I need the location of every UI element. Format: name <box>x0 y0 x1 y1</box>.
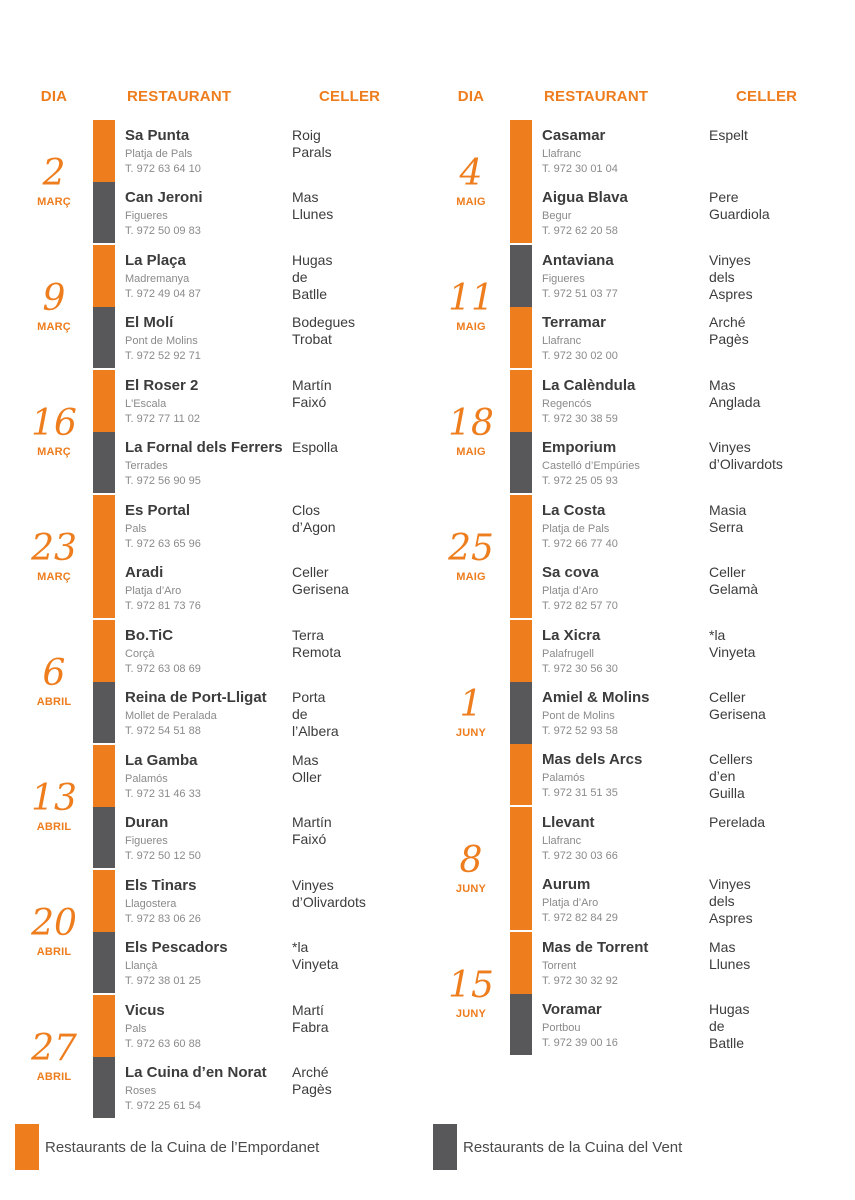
header-restaurant: RESTAURANT <box>127 88 232 105</box>
restaurant-town: Madremanya <box>125 273 190 285</box>
cuina-empordanet-bar <box>93 620 115 683</box>
restaurant-name: Can Jeroni <box>125 189 203 206</box>
restaurant-town: Llagostera <box>125 898 177 910</box>
restaurant-name: Mas de Torrent <box>542 939 649 956</box>
date-block <box>432 495 510 618</box>
restaurant-phone: T. 972 30 03 66 <box>542 850 618 862</box>
celler-name: Espelt <box>709 127 748 143</box>
cuina-vent-bar <box>510 245 532 308</box>
month-label: ABRIL <box>36 1070 72 1083</box>
legend-swatch-gray <box>433 1124 457 1170</box>
day-number: 16 <box>31 402 77 444</box>
date-block <box>432 620 510 805</box>
celler-name: Martín Faixó <box>292 814 332 847</box>
restaurant-name: Bo.TiC <box>125 627 174 644</box>
restaurant-phone: T. 972 52 93 58 <box>542 725 618 737</box>
celler-name: Masia Serra <box>709 502 747 535</box>
day-number: 25 <box>448 527 494 569</box>
restaurant-town: Platja d’Aro <box>542 897 599 909</box>
day-number: 27 <box>31 1027 77 1069</box>
month-label: MARÇ <box>37 445 71 458</box>
restaurant-phone: T. 972 31 51 35 <box>542 787 618 799</box>
restaurant-name: La Cuina d’en Norat <box>125 1064 267 1081</box>
cuina-vent-bar <box>93 682 115 743</box>
restaurant-name: La Gamba <box>125 752 198 769</box>
restaurant-phone: T. 972 39 00 16 <box>542 1037 618 1049</box>
restaurant-phone: T. 972 31 46 33 <box>125 788 201 800</box>
cuina-empordanet-bar <box>93 120 115 183</box>
restaurant-phone: T. 972 50 09 83 <box>125 225 201 237</box>
month-label: MARÇ <box>37 570 71 583</box>
restaurant-phone: T. 972 56 90 95 <box>125 475 201 487</box>
cuina-empordanet-bar <box>510 495 532 558</box>
restaurant-name: Sa cova <box>542 564 599 581</box>
restaurant-phone: T. 972 51 03 77 <box>542 288 618 300</box>
month-label: MAIG <box>456 445 486 458</box>
day-number: 8 <box>459 839 483 881</box>
restaurant-phone: T. 972 81 73 76 <box>125 600 201 612</box>
restaurant-town: Corçà <box>125 648 155 660</box>
restaurant-town: Figueres <box>125 835 168 847</box>
celler-name: Mas Oller <box>292 752 322 785</box>
celler-name: Arché Pagès <box>709 314 749 347</box>
celler-name: Roig Parals <box>292 127 332 160</box>
month-label: MAIG <box>456 570 486 583</box>
restaurant-town: Figueres <box>125 210 168 222</box>
date-block <box>15 870 93 993</box>
restaurant-name: Mas dels Arcs <box>542 751 643 768</box>
restaurant-town: Platja de Pals <box>542 523 610 535</box>
celler-name: Vinyes d’Olivardots <box>292 877 366 910</box>
restaurant-name: La Costa <box>542 502 606 519</box>
restaurant-phone: T. 972 52 92 71 <box>125 350 201 362</box>
restaurant-name: Es Portal <box>125 502 191 519</box>
cuina-empordanet-bar <box>510 744 532 805</box>
cuina-vent-bar <box>93 307 115 368</box>
restaurant-phone: T. 972 30 02 00 <box>542 350 618 362</box>
restaurant-phone: T. 972 25 61 54 <box>125 1100 201 1112</box>
celler-name: Terra Remota <box>292 627 342 660</box>
legend-swatch-orange <box>15 1124 39 1170</box>
restaurant-phone: T. 972 82 57 70 <box>542 600 618 612</box>
restaurant-name: Antaviana <box>542 252 614 269</box>
celler-name: Mas Anglada <box>709 377 761 410</box>
date-block <box>432 932 510 1055</box>
day-number: 1 <box>459 683 483 725</box>
restaurant-phone: T. 972 62 20 58 <box>542 225 618 237</box>
restaurant-name: Terramar <box>542 314 606 331</box>
celler-name: Cellers d’en Guilla <box>709 751 753 801</box>
month-label: ABRIL <box>36 820 72 833</box>
month-label: MARÇ <box>37 195 71 208</box>
cuina-empordanet-bar <box>510 370 532 433</box>
restaurant-name: La Plaça <box>125 252 186 269</box>
date-block <box>432 807 510 930</box>
celler-name: Espolla <box>292 439 338 455</box>
celler-name: Celler Gerisena <box>292 564 349 597</box>
cuina-vent-bar <box>510 682 532 745</box>
restaurant-phone: T. 972 82 84 29 <box>542 912 618 924</box>
celler-name: Vinyes dels Aspres <box>709 876 753 926</box>
celler-name: Arché Pagès <box>292 1064 332 1097</box>
restaurant-phone: T. 972 30 01 04 <box>542 163 618 175</box>
celler-name: Mas Llunes <box>709 939 751 972</box>
restaurant-phone: T. 972 63 60 88 <box>125 1038 201 1050</box>
date-block <box>15 370 93 493</box>
restaurant-name: Aradi <box>125 564 164 581</box>
cuina-vent-bar <box>510 432 532 493</box>
restaurant-phone: T. 972 66 77 40 <box>542 538 618 550</box>
restaurant-phone: T. 972 63 64 10 <box>125 163 201 175</box>
restaurant-phone: T. 972 50 12 50 <box>125 850 201 862</box>
restaurant-name: El Roser 2 <box>125 377 199 394</box>
restaurant-town: Platja d’Aro <box>542 585 599 597</box>
restaurant-town: Roses <box>125 1085 157 1097</box>
legend-vent <box>433 1124 682 1170</box>
cuina-empordanet-bar <box>510 620 532 683</box>
celler-name: Celler Gerisena <box>709 689 766 722</box>
cuina-empordanet-bar <box>93 870 115 933</box>
month-label: JUNY <box>455 726 487 739</box>
restaurant-name: La Fornal dels Ferrers <box>125 439 283 456</box>
restaurant-name: Vicus <box>125 1002 165 1019</box>
cuina-vent-bar <box>93 932 115 993</box>
restaurant-phone: T. 972 30 32 92 <box>542 975 618 987</box>
restaurant-town: Llançà <box>125 960 158 972</box>
celler-name: Bodegues Trobat <box>292 314 356 347</box>
day-number: 2 <box>42 152 66 194</box>
restaurant-name: Voramar <box>542 1001 602 1018</box>
restaurant-name: La Xicra <box>542 627 601 644</box>
header-dia: DIA <box>40 88 68 105</box>
restaurant-town: L'Escala <box>125 398 167 410</box>
restaurant-town: Pals <box>125 523 147 535</box>
cuina-empordanet-bar <box>510 182 532 243</box>
cuina-empordanet-bar <box>510 932 532 995</box>
restaurant-town: Palafrugell <box>542 648 594 660</box>
restaurant-town: Palamós <box>542 772 585 784</box>
cuina-vent-bar <box>93 432 115 493</box>
cuina-empordanet-bar <box>510 120 532 183</box>
restaurant-phone: T. 972 63 08 69 <box>125 663 201 675</box>
date-block <box>432 245 510 368</box>
cuina-empordanet-bar <box>93 495 115 558</box>
restaurant-town: Pont de Molins <box>125 335 198 347</box>
celler-name: Vinyes d’Olivardots <box>709 439 783 472</box>
cuina-empordanet-bar <box>93 245 115 308</box>
celler-name: Vinyes dels Aspres <box>709 252 753 302</box>
restaurant-town: Platja d’Aro <box>125 585 182 597</box>
restaurant-town: Llafranc <box>542 148 582 160</box>
restaurant-name: Els Pescadors <box>125 939 228 956</box>
restaurant-town: Begur <box>542 210 572 222</box>
day-number: 20 <box>31 902 77 944</box>
month-label: MAIG <box>456 320 486 333</box>
restaurant-phone: T. 972 63 65 96 <box>125 538 201 550</box>
date-block <box>15 495 93 618</box>
celler-name: Pere Guardiola <box>709 189 770 222</box>
restaurant-name: Aigua Blava <box>542 189 628 206</box>
date-block <box>15 245 93 368</box>
month-label: JUNY <box>455 882 487 895</box>
legend-empordanet <box>15 1124 319 1170</box>
restaurant-town: Llafranc <box>542 835 582 847</box>
cuina-empordanet-bar <box>93 745 115 808</box>
restaurant-name: La Calèndula <box>542 377 636 394</box>
cuina-empordanet-bar <box>93 557 115 618</box>
celler-name: Clos d’Agon <box>292 502 336 535</box>
month-label: ABRIL <box>36 945 72 958</box>
header-restaurant: RESTAURANT <box>544 88 649 105</box>
legend-label-vent: Restaurants de la Cuina del Vent <box>463 1138 683 1156</box>
restaurant-town: Pals <box>125 1023 147 1035</box>
restaurant-name: Sa Punta <box>125 127 190 144</box>
cuina-empordanet-bar <box>510 307 532 368</box>
day-number: 15 <box>448 964 494 1006</box>
restaurant-town: Portbou <box>542 1022 581 1034</box>
date-block <box>432 120 510 243</box>
header-celler: CELLER <box>319 88 381 105</box>
day-number: 11 <box>448 277 494 319</box>
month-label: JUNY <box>455 1007 487 1020</box>
restaurant-town: Platja de Pals <box>125 148 193 160</box>
month-label: ABRIL <box>36 695 72 708</box>
header-celler: CELLER <box>736 88 798 105</box>
celler-name: Perelada <box>709 814 766 830</box>
day-number: 23 <box>31 527 77 569</box>
restaurant-town: Torrent <box>542 960 577 972</box>
cuina-empordanet-bar <box>93 370 115 433</box>
cuina-empordanet-bar <box>93 995 115 1058</box>
restaurant-town: Figueres <box>542 273 585 285</box>
restaurant-phone: T. 972 38 01 25 <box>125 975 201 987</box>
restaurant-phone: T. 972 83 06 26 <box>125 913 201 925</box>
month-label: MAIG <box>456 195 486 208</box>
legend-label-empordanet: Restaurants de la Cuina de l’Empordanet <box>45 1138 320 1156</box>
restaurant-town: Pont de Molins <box>542 710 615 722</box>
restaurant-name: Emporium <box>542 439 617 456</box>
cuina-vent-bar <box>510 994 532 1055</box>
day-number: 18 <box>448 402 494 444</box>
date-block <box>432 370 510 493</box>
restaurant-town: Terrades <box>125 460 168 472</box>
restaurant-town: Mollet de Peralada <box>125 710 217 722</box>
restaurant-name: Els Tinars <box>125 877 197 894</box>
restaurant-phone: T. 972 30 38 59 <box>542 413 618 425</box>
cuina-empordanet-bar <box>510 807 532 870</box>
date-block <box>15 620 93 743</box>
cuina-vent-bar <box>93 182 115 243</box>
celler-name: Celler Gelamà <box>709 564 759 597</box>
restaurant-phone: T. 972 30 56 30 <box>542 663 618 675</box>
restaurant-name: El Molí <box>125 314 174 331</box>
month-label: MARÇ <box>37 320 71 333</box>
cuina-vent-bar <box>93 807 115 868</box>
date-block <box>15 745 93 868</box>
cuina-vent-bar <box>93 1057 115 1118</box>
celler-name: Hugas de Batlle <box>292 252 333 302</box>
day-number: 13 <box>31 777 77 819</box>
celler-name: Martí Fabra <box>292 1002 329 1035</box>
restaurant-phone: T. 972 54 51 88 <box>125 725 201 737</box>
restaurant-name: Casamar <box>542 127 606 144</box>
restaurant-phone: T. 972 49 04 87 <box>125 288 201 300</box>
restaurant-town: Castelló d’Empúries <box>542 460 640 472</box>
day-number: 6 <box>42 652 66 694</box>
cuina-empordanet-bar <box>510 557 532 618</box>
celler-name: Martín Faixó <box>292 377 332 410</box>
cuina-empordanet-bar <box>510 869 532 930</box>
celler-name: *la Vinyeta <box>709 627 756 660</box>
restaurant-name: Llevant <box>542 814 595 831</box>
restaurant-phone: T. 972 77 11 02 <box>125 413 201 425</box>
celler-name: Mas Llunes <box>292 189 334 222</box>
restaurant-name: Amiel & Molins <box>542 689 650 706</box>
date-block <box>15 120 93 243</box>
celler-name: Hugas de Batlle <box>709 1001 750 1051</box>
restaurant-name: Reina de Port-Lligat <box>125 689 267 706</box>
restaurant-name: Duran <box>125 814 169 831</box>
restaurant-name: Aurum <box>542 876 591 893</box>
restaurant-phone: T. 972 25 05 93 <box>542 475 618 487</box>
celler-name: *la Vinyeta <box>292 939 339 972</box>
day-number: 4 <box>459 152 483 194</box>
restaurant-town: Llafranc <box>542 335 582 347</box>
restaurant-town: Palamós <box>125 773 168 785</box>
celler-name: Porta de l’Albera <box>292 689 339 739</box>
header-dia: DIA <box>457 88 485 105</box>
date-block <box>15 995 93 1118</box>
restaurant-town: Regencós <box>542 398 592 410</box>
day-number: 9 <box>42 277 66 319</box>
